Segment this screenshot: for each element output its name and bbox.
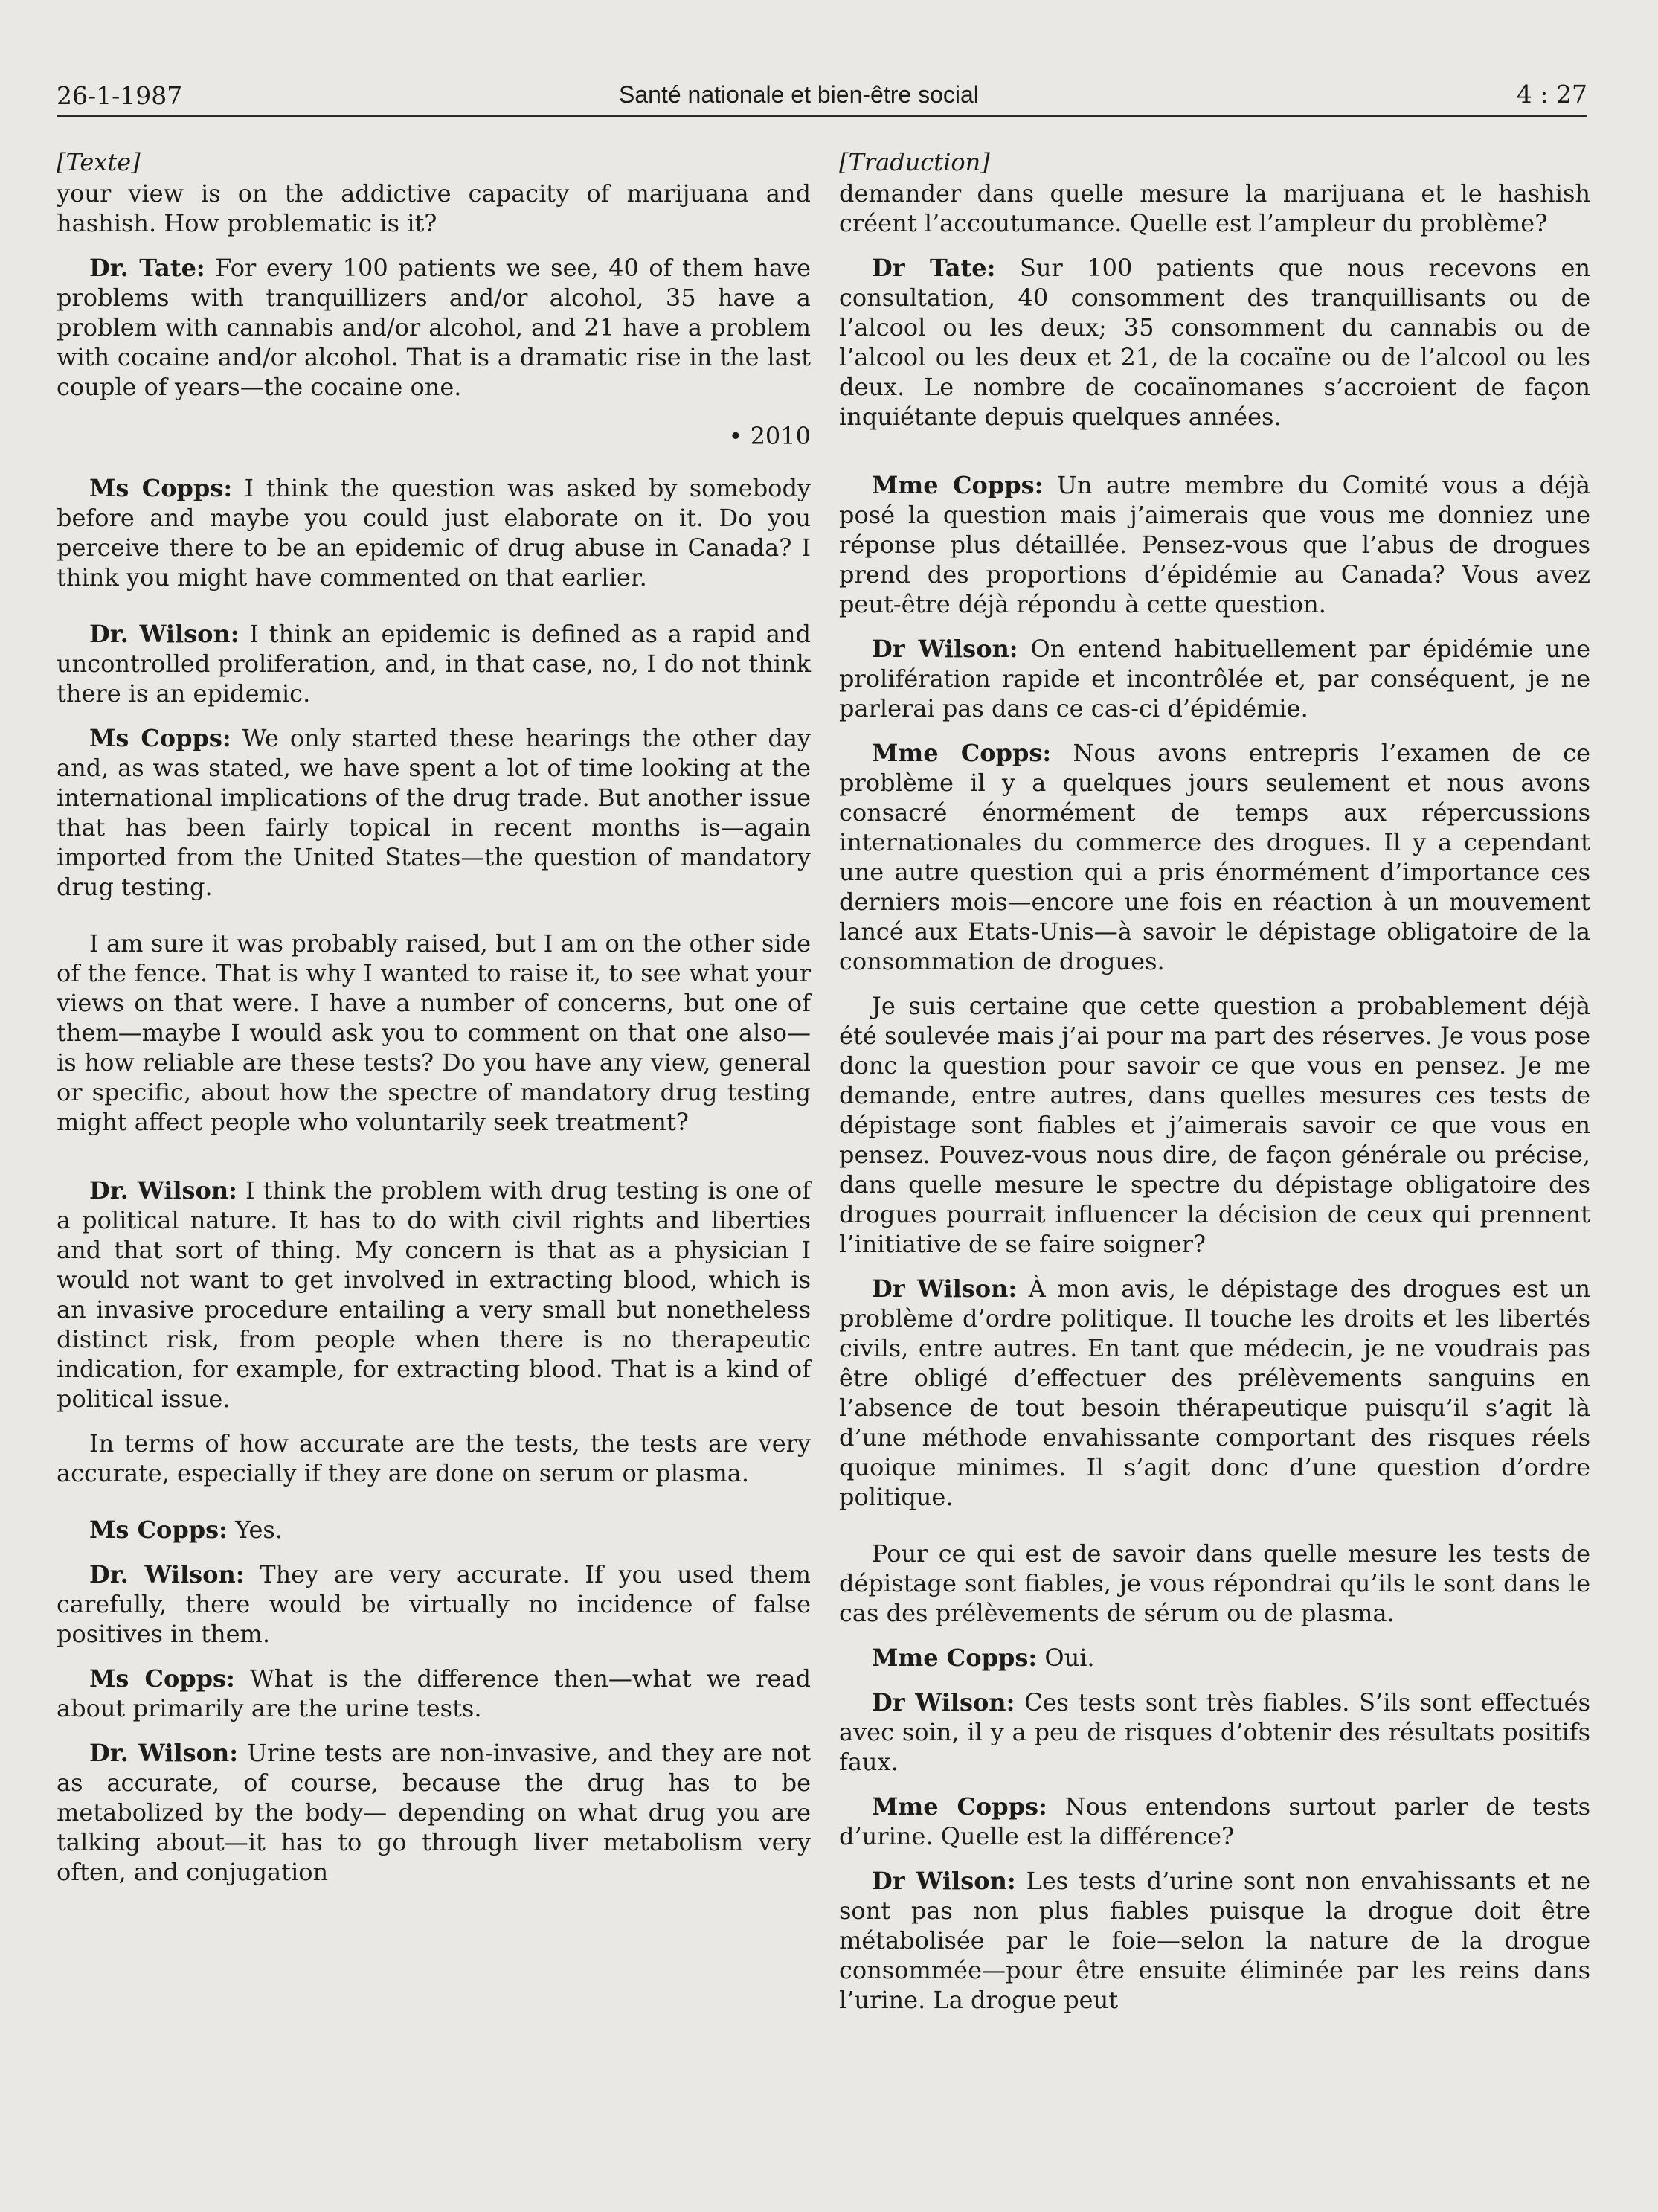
- speaker-name: Ms Copps:: [89, 1516, 228, 1544]
- paragraph-text: Un autre membre du Comité vous a déjà posé la question mais j’aimerais que vous me donniez une réponse plus détaillée. Pensez-vous que l’abus de drogues prend des proportions d’épidémie au Canada? Vous avez peut-être déjà répondu à cette question.: [839, 471, 1591, 618]
- column-label: [Traduction]: [839, 148, 990, 176]
- header-title: Santé nationale et bien-être social: [619, 81, 979, 108]
- paragraph: [57, 1429, 811, 1488]
- paragraph-text: I think an epidemic is defined as a rapid and uncontrolled proliferation, and, in that case, no, I do not think there is an epidemic.: [57, 620, 812, 708]
- paragraph-text: In terms of how accurate are the tests, the tests are very accurate, especially if they are done on serum or plasma.: [57, 1429, 811, 1487]
- paragraph-text: Je suis certaine que cette question a probablement déjà été soulevée mais j’ai pour ma part des réserves. Je vous pose donc la question pour savoir ce que vous en pensez. Je me demande, entre autres, dans quelles mesures ces tests de dépistage sont fiables et j’aimerais savoir ce que vous en pensez. Pouvez-vous nous dire, de façon générale ou précise, dans quelle mesure le spectre du dépistage obligatoire des drogues pourrait influencer la décision de ceux qui prennent l’initiative de se faire soigner?: [839, 992, 1590, 1258]
- paragraph: [57, 1515, 811, 1545]
- paragraph-text: Oui.: [1037, 1644, 1095, 1672]
- paragraph-text: demander dans quelle mesure la marijuana et le hashish créent l’accoutumance. Quelle est l’ampleur du problème?: [839, 179, 1590, 237]
- paragraph-text: À mon avis, le dépistage des drogues est un problème d’ordre politique. Il touche les droits et les libertés civils, entre autres. En tant que médecin, je ne voudrais pas être obligé d’effectuer des prélèvements sanguins en l’absence de tout besoin thérapeutique puisqu’il s’agit là d’une méthode envahissante comportant des risques réels quoique minimes. Il s’agit donc d’une question d’ordre politique.: [839, 1275, 1591, 1511]
- paragraph: [57, 1738, 811, 1887]
- paragraph-text: On entend habituellement par épidémie une prolifération rapide et incontrôlée et, par conséquent, je ne parlerai pas dans ce cas-ci d’épidémie.: [839, 635, 1591, 722]
- paragraph-text: Sur 100 patients que nous recevons en consultation, 40 consomment des tranquillisants ou de l’alcool ou les deux; 35 consomment du cannabis ou de l’alcool ou les deux et 21, de la cocaïne ou de l’alcool ou les deux. Le nombre de cocaïnomanes s’accroient de façon inquiétante depuis quelques années.: [839, 254, 1591, 431]
- paragraph-text: Ces tests sont très fiables. S’ils sont effectués avec soin, il y a peu de risques d’obtenir des résultats positifs faux.: [839, 1688, 1591, 1776]
- paragraph: [57, 1176, 811, 1414]
- page-header: [57, 68, 1587, 117]
- header-date: 26-1-1987: [57, 81, 183, 110]
- speaker-name: Ms Copps:: [89, 1664, 235, 1693]
- speaker-name: Dr Wilson:: [872, 1275, 1018, 1303]
- paragraph-text: I think the question was asked by somebody before and maybe you could just elaborate on it. Do you perceive there to be an epidemic of drug abuse in Canada? I think you might have commented on that earlier.: [57, 474, 812, 592]
- paragraph-text: Pour ce qui est de savoir dans quelle mesure les tests de dépistage sont fiables, je vous répondrai qu’ils le sont dans le cas des prélèvements de sérum ou de plasma.: [839, 1539, 1590, 1627]
- paragraph: [839, 1687, 1590, 1777]
- speaker-name: Dr. Wilson:: [89, 1176, 237, 1205]
- paragraph: [57, 723, 811, 902]
- french-column: [839, 147, 1590, 2030]
- speaker-name: Dr Wilson:: [872, 635, 1018, 663]
- paragraph: [57, 179, 811, 238]
- paragraph-text: I think the problem with drug testing is one of a political nature. It has to do with civil rights and liberties and that sort of thing. My concern is that as a physician I would not want to get involved in extracting blood, which is an invasive procedure entailing a very small but nonetheless distinct risk, from people when there is no therapeutic indication, for example, for extracting blood. That is a kind of political issue.: [57, 1176, 811, 1413]
- speaker-name: Dr Wilson:: [872, 1688, 1015, 1716]
- paragraph-text: For every 100 patients we see, 40 of them have problems with tranquillizers and/or alcohol, 35 have a problem with cannabis and/or alcohol, and 21 have a problem with cocaine and/or alcohol. That is a dramatic rise in the last couple of years—the cocaine one.: [57, 254, 812, 401]
- paragraph-text: Nous entendons surtout parler de tests d’urine. Quelle est la différence?: [839, 1792, 1590, 1850]
- speaker-name: Ms Copps:: [89, 474, 233, 502]
- paragraph: [839, 253, 1590, 432]
- header-page-number: 4 : 27: [1516, 80, 1587, 109]
- paragraph-text: your view is on the addictive capacity of marijuana and hashish. How problematic is it?: [57, 179, 811, 237]
- paragraph: [839, 991, 1590, 1259]
- paragraph: [839, 738, 1590, 976]
- speaker-name: Mme Copps:: [872, 1644, 1038, 1672]
- paragraph: [57, 619, 811, 708]
- column-label: [Texte]: [57, 148, 141, 176]
- paragraph-text: Urine tests are non-invasive, and they are not as accurate, of course, because the drug has to be metabolized by the body— depending on what drug you are talking about—it has to go through liver metabolism very often, and conjugation: [57, 1739, 812, 1886]
- paragraph: [57, 1559, 811, 1649]
- paragraph: [57, 473, 811, 592]
- speaker-name: Mme Copps:: [872, 1792, 1047, 1821]
- paragraph: [839, 470, 1590, 619]
- speaker-name: Dr Tate:: [872, 254, 996, 282]
- paragraph-text: They are very accurate. If you used them carefully, there would be virtually no incidence of false positives in them.: [57, 1560, 811, 1648]
- speaker-name: Dr Wilson:: [872, 1867, 1016, 1895]
- speaker-name: Dr. Wilson:: [89, 1560, 245, 1589]
- paragraph: [57, 1664, 811, 1723]
- paragraph: [839, 179, 1590, 238]
- paragraph: [57, 929, 811, 1137]
- paragraph: [839, 1866, 1590, 2015]
- speaker-name: Mme Copps:: [872, 739, 1052, 767]
- paragraph: [839, 634, 1590, 723]
- speaker-name: Ms Copps:: [89, 724, 231, 752]
- paragraph: [839, 1274, 1590, 1512]
- paragraph-text: Nous avons entrepris l’examen de ce problème il y a quelques jours seulement et nous avons consacré énormément de temps aux répercussions internationales du commerce des drogues. Il y a cependant une autre question qui a pris énormément d’importance ces derniers mois—encore une fois en réaction à un mouvement lancé aux Etats-Unis—à savoir le dépistage obligatoire de la consommation de drogues.: [839, 739, 1590, 975]
- english-column: [57, 147, 811, 1902]
- speaker-name: Dr. Wilson:: [89, 620, 240, 648]
- paragraph: [839, 1539, 1590, 1628]
- speaker-name: Dr. Tate:: [89, 254, 205, 282]
- speaker-name: Dr. Wilson:: [89, 1739, 239, 1767]
- paragraph-text: Yes.: [227, 1516, 283, 1544]
- paragraph: [839, 1643, 1590, 1673]
- speaker-name: Mme Copps:: [872, 471, 1044, 499]
- paragraph-text: We only started these hearings the other day and, as was stated, we have spent a lot of time looking at the international implications of the drug trade. But another issue that has been fairly topical in recent months is—again imported from the United States—the question of mandatory drug testing.: [57, 724, 812, 901]
- paragraph: [839, 1792, 1590, 1851]
- paragraph-text: What is the difference then—what we read about primarily are the urine tests.: [57, 1664, 812, 1722]
- paragraph-text: I am sure it was probably raised, but I am on the other side of the fence. That is why I wanted to raise it, to see what your views on that were. I have a number of concerns, but one of them—maybe I would ask you to comment on that one also—is how reliable are these tests? Do you have any view, general or specific, about how the spectre of mandatory drug testing might affect people who voluntarily seek treatment?: [57, 929, 811, 1136]
- time-marker: • 2010: [728, 422, 811, 450]
- paragraph-text: Les tests d’urine sont non envahissants et ne sont pas non plus fiables puisque la drogue doit être métabolisée par le foie—selon la nature de la drogue consommée—pour être ensuite éliminée par les reins dans l’urine. La drogue peut: [839, 1867, 1591, 2014]
- paragraph: [57, 253, 811, 402]
